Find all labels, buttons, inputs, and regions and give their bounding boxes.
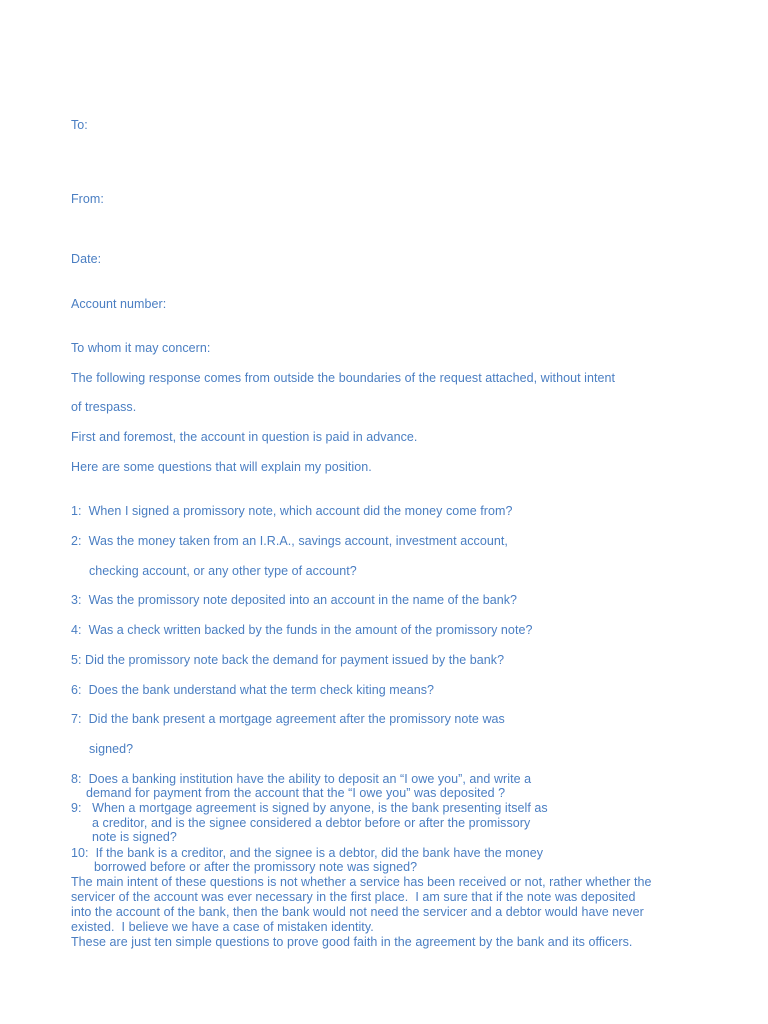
account-number-label: Account number:	[71, 297, 167, 311]
question-1: 1: When I signed a promissory note, which account did the money come from?	[71, 504, 513, 518]
question-8-continued: demand for payment from the account that the “I owe you” was deposited ?	[86, 786, 506, 800]
question-8: 8: Does a banking institution have the ability to deposit an “I owe you”, and write a	[71, 772, 532, 786]
salutation: To whom it may concern:	[71, 341, 211, 355]
date-label: Date:	[71, 252, 102, 266]
question-9: 9: When a mortgage agreement is signed by anyone, is the bank presenting itself as	[71, 801, 548, 815]
closing-line: existed. I believe we have a case of mistaken identity.	[71, 920, 374, 934]
question-10-continued: borrowed before or after the promissory note was signed?	[94, 860, 418, 874]
intro-line: The following response comes from outside the boundaries of the request attached, without intent	[71, 371, 616, 385]
question-6: 6: Does the bank understand what the term check kiting means?	[71, 683, 435, 697]
intro-line: of trespass.	[71, 400, 137, 414]
question-7: 7: Did the bank present a mortgage agreement after the promissory note was	[71, 712, 505, 726]
question-2-continued: checking account, or any other type of account?	[89, 564, 357, 578]
to-label: To:	[71, 118, 88, 132]
question-9-continued: note is signed?	[92, 830, 177, 844]
closing-line: These are just ten simple questions to prove good faith in the agreement by the bank and its officers.	[71, 935, 633, 949]
intro-line: First and foremost, the account in question is paid in advance.	[71, 430, 418, 444]
closing-line: into the account of the bank, then the bank would not need the servicer and a debtor would have never	[71, 905, 644, 919]
question-2: 2: Was the money taken from an I.R.A., savings account, investment account,	[71, 534, 508, 548]
question-5: 5: Did the promissory note back the demand for payment issued by the bank?	[71, 653, 505, 667]
question-3: 3: Was the promissory note deposited into an account in the name of the bank?	[71, 593, 518, 607]
closing-line: servicer of the account was ever necessary in the first place. I am sure that if the note was deposited	[71, 890, 636, 904]
question-4: 4: Was a check written backed by the funds in the amount of the promissory note?	[71, 623, 533, 637]
intro-line: Here are some questions that will explain my position.	[71, 460, 372, 474]
question-10: 10: If the bank is a creditor, and the signee is a debtor, did the bank have the money	[71, 846, 544, 860]
closing-line: The main intent of these questions is not whether a service has been received or not, rather whether the	[71, 875, 652, 889]
question-7-continued: signed?	[89, 742, 134, 756]
from-label: From:	[71, 192, 104, 206]
question-9-continued: a creditor, and is the signee considered a debtor before or after the promissory	[92, 816, 531, 830]
